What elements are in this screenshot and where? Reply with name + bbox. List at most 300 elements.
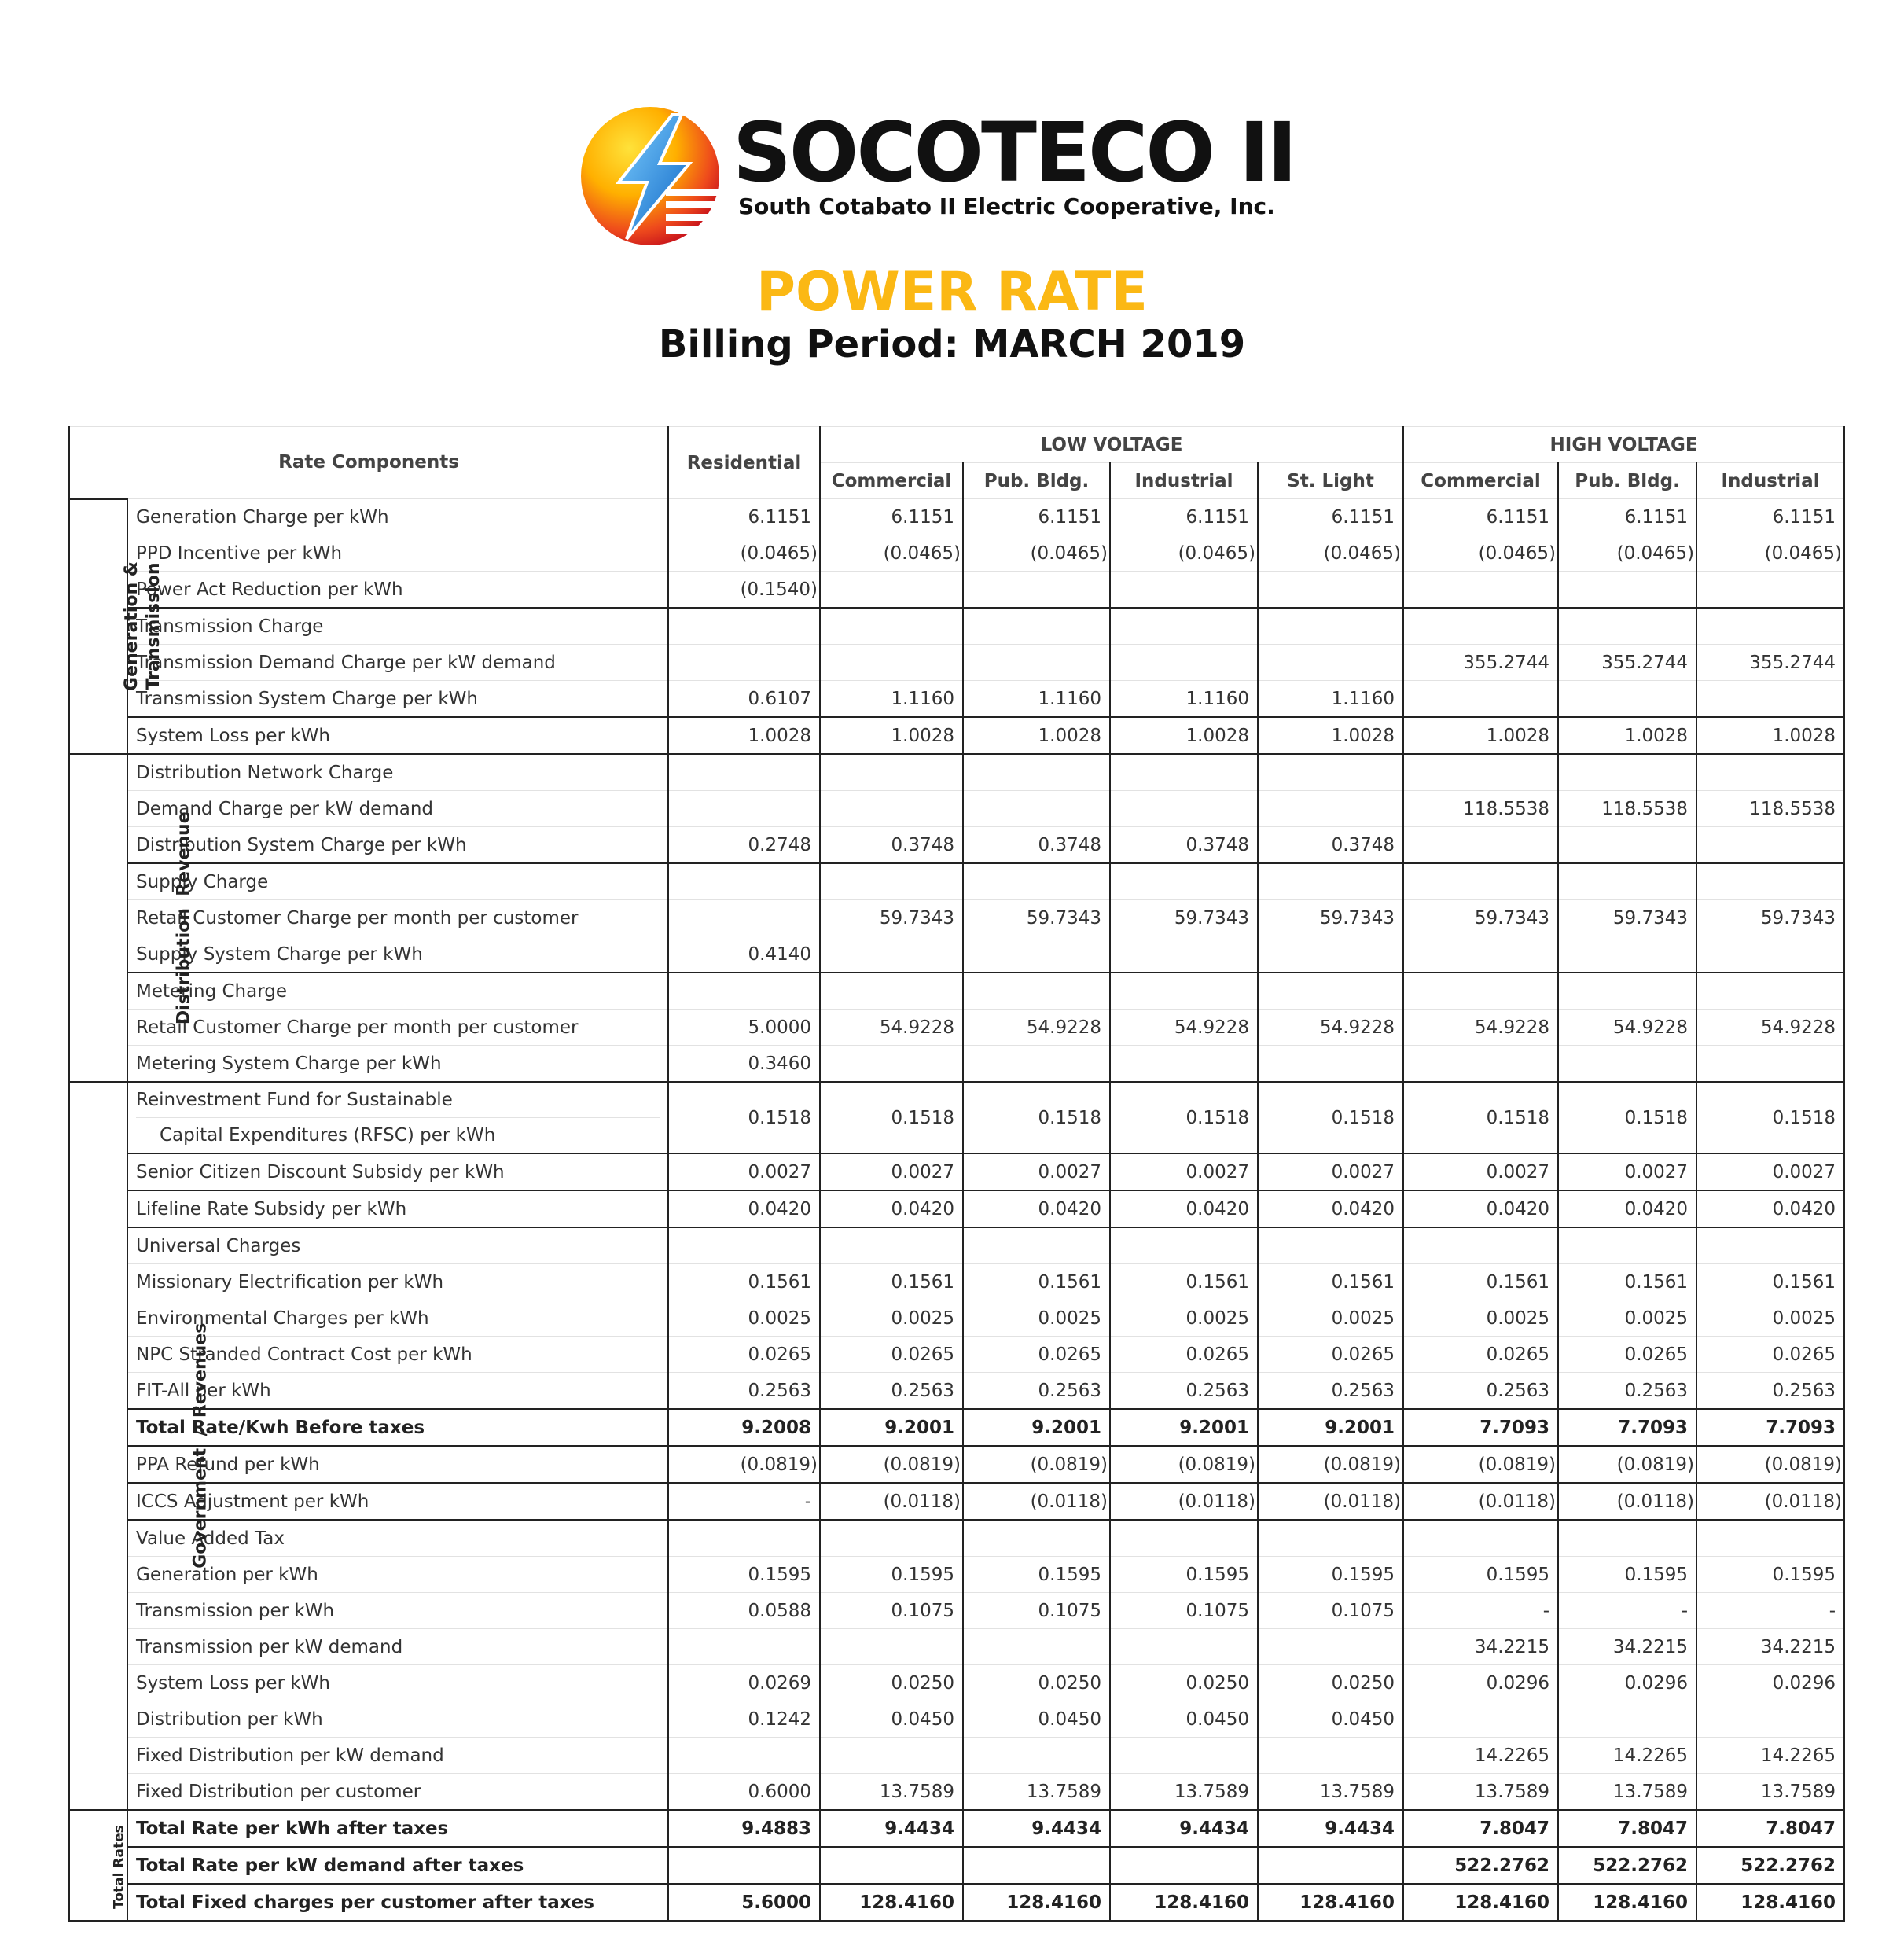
- rate-cell: 9.4883: [668, 1810, 820, 1847]
- rate-cell: [1558, 936, 1696, 973]
- rate-cell: [820, 608, 963, 645]
- table-row: [69, 1593, 1844, 1629]
- rate-cell: [1258, 973, 1403, 1010]
- rate-cell: 9.2001: [820, 1409, 963, 1446]
- rate-cell: [1258, 936, 1403, 973]
- brand-name: SOCOTECO II: [733, 105, 1296, 200]
- row-label: Metering System Charge per kWh: [127, 1046, 668, 1083]
- rate-cell: 0.1595: [1258, 1557, 1403, 1593]
- rate-cell: -: [1696, 1593, 1844, 1629]
- rate-cell: [820, 1520, 963, 1557]
- row-label: Distribution Network Charge: [127, 754, 668, 791]
- table-row: [69, 608, 1844, 645]
- rate-cell: [963, 1738, 1110, 1774]
- rate-cell: 54.9228: [1110, 1010, 1258, 1046]
- rate-cell: [963, 973, 1110, 1010]
- row-label: System Loss per kWh: [127, 717, 668, 754]
- rate-cell: [1110, 863, 1258, 900]
- rate-cell: [668, 608, 820, 645]
- row-label: Missionary Electrification per kWh: [127, 1264, 668, 1300]
- rate-cell: 0.4140: [668, 936, 820, 973]
- row-label: Supply System Charge per kWh: [127, 936, 668, 973]
- rate-cell: 6.1151: [1258, 499, 1403, 535]
- rate-cell: [668, 754, 820, 791]
- rate-cell: 7.7093: [1558, 1409, 1696, 1446]
- rate-cell: [1110, 608, 1258, 645]
- table-row: [69, 900, 1844, 936]
- table-row: [69, 1190, 1844, 1227]
- rate-cell: 0.2563: [1696, 1373, 1844, 1410]
- rate-cell: [1696, 681, 1844, 718]
- rate-cell: 0.3748: [1258, 827, 1403, 864]
- rate-cell: 0.1518: [668, 1082, 820, 1153]
- rate-cell: 13.7589: [1258, 1774, 1403, 1811]
- row-label: Supply Charge: [127, 863, 668, 900]
- rate-cell: 34.2215: [1403, 1629, 1558, 1665]
- rate-cell: 59.7343: [1258, 900, 1403, 936]
- table-row: [69, 1629, 1844, 1665]
- rate-cell: (0.0819): [1696, 1446, 1844, 1483]
- rate-cell: 0.6000: [668, 1774, 820, 1811]
- rate-cell: 0.1075: [1110, 1593, 1258, 1629]
- rate-cell: 0.0025: [963, 1300, 1110, 1337]
- row-label: System Loss per kWh: [127, 1665, 668, 1701]
- rate-cell: [1110, 572, 1258, 609]
- rate-cell: 54.9228: [1558, 1010, 1696, 1046]
- rate-cell: [668, 645, 820, 681]
- rate-cell: 13.7589: [1696, 1774, 1844, 1811]
- rate-cell: 59.7343: [963, 900, 1110, 936]
- rate-cell: [963, 791, 1110, 827]
- rate-cell: 9.4434: [1110, 1810, 1258, 1847]
- billing-period: Billing Period: MARCH 2019: [658, 322, 1246, 366]
- rate-cell: [963, 1046, 1110, 1083]
- row-label: Transmission Charge: [127, 608, 668, 645]
- rate-cell: 59.7343: [1696, 900, 1844, 936]
- rate-cell: [1558, 827, 1696, 864]
- rate-components-header: Rate Components: [69, 427, 668, 499]
- table-row: [69, 1738, 1844, 1774]
- rate-cell: 0.0025: [1110, 1300, 1258, 1337]
- rate-cell: 59.7343: [1110, 900, 1258, 936]
- row-label: ICCS Adjustment per kWh: [127, 1483, 668, 1520]
- rate-cell: 0.2748: [668, 827, 820, 864]
- rate-cell: 13.7589: [963, 1774, 1110, 1811]
- rate-cell: [820, 1847, 963, 1884]
- rate-cell: 0.1595: [1110, 1557, 1258, 1593]
- rate-cell: -: [668, 1483, 820, 1520]
- row-label: Retail Customer Charge per month per customer: [127, 900, 668, 936]
- rate-cell: (0.1540): [668, 572, 820, 609]
- rate-cell: 0.0027: [1403, 1153, 1558, 1190]
- rate-cell: 355.2744: [1558, 645, 1696, 681]
- row-label: PPD Incentive per kWh: [127, 535, 668, 572]
- rate-cell: (0.0118): [1258, 1483, 1403, 1520]
- rate-cell: 0.2563: [963, 1373, 1110, 1410]
- row-label: NPC Stranded Contract Cost per kWh: [127, 1337, 668, 1373]
- rate-cell: -: [1403, 1593, 1558, 1629]
- rate-cell: 0.0420: [1558, 1190, 1696, 1227]
- rate-cell: 9.2008: [668, 1409, 820, 1446]
- rate-cell: [1696, 1520, 1844, 1557]
- rate-cell: 0.0025: [1558, 1300, 1696, 1337]
- rate-cell: 0.0450: [1258, 1701, 1403, 1738]
- rate-cell: 118.5538: [1696, 791, 1844, 827]
- rate-cell: 14.2265: [1403, 1738, 1558, 1774]
- rate-cell: [1696, 973, 1844, 1010]
- rate-cell: 6.1151: [1110, 499, 1258, 535]
- rate-cell: 0.0027: [963, 1153, 1110, 1190]
- rate-cell: 0.0027: [1696, 1153, 1844, 1190]
- rate-cell: (0.0118): [1696, 1483, 1844, 1520]
- rate-cell: 6.1151: [668, 499, 820, 535]
- row-label: Lifeline Rate Subsidy per kWh: [127, 1190, 668, 1227]
- rate-cell: 1.0028: [668, 717, 820, 754]
- rate-cell: [963, 1847, 1110, 1884]
- rate-cell: 0.1561: [820, 1264, 963, 1300]
- rate-cell: 0.0265: [1696, 1337, 1844, 1373]
- rate-cell: 0.0265: [668, 1337, 820, 1373]
- rate-cell: 0.1561: [668, 1264, 820, 1300]
- row-label: PPA Refund per kWh: [127, 1446, 668, 1483]
- row-label: Senior Citizen Discount Subsidy per kWh: [127, 1153, 668, 1190]
- rate-cell: (0.0465): [1403, 535, 1558, 572]
- rate-cell: [1258, 863, 1403, 900]
- rate-cell: [820, 791, 963, 827]
- rate-cell: 1.1160: [1110, 681, 1258, 718]
- rate-cell: 0.0420: [820, 1190, 963, 1227]
- rate-cell: 7.8047: [1403, 1810, 1558, 1847]
- rate-cell: [820, 936, 963, 973]
- rate-cell: 6.1151: [1558, 499, 1696, 535]
- table-row: [69, 863, 1844, 900]
- rate-cell: 0.0250: [820, 1665, 963, 1701]
- rate-cell: 13.7589: [1558, 1774, 1696, 1811]
- rate-cell: 6.1151: [820, 499, 963, 535]
- row-group-label: [69, 754, 194, 1082]
- rate-cell: [1403, 827, 1558, 864]
- table-row: [69, 1774, 1844, 1811]
- rate-cell: 9.2001: [963, 1409, 1110, 1446]
- sub-header: Pub. Bldg.: [963, 463, 1110, 499]
- rate-cell: 0.1595: [1696, 1557, 1844, 1593]
- high-voltage-header: HIGH VOLTAGE: [1403, 427, 1844, 463]
- rate-cell: 54.9228: [963, 1010, 1110, 1046]
- rate-cell: (0.0118): [963, 1483, 1110, 1520]
- rate-cell: [1696, 827, 1844, 864]
- rate-cell: 6.1151: [1696, 499, 1844, 535]
- rate-cell: 0.0027: [820, 1153, 963, 1190]
- rate-cell: 0.2563: [1403, 1373, 1558, 1410]
- rate-cell: 0.1595: [1403, 1557, 1558, 1593]
- rate-cell: [1110, 1629, 1258, 1665]
- rate-cell: 0.1242: [668, 1701, 820, 1738]
- rate-cell: 0.1518: [1258, 1082, 1403, 1153]
- rate-cell: (0.0819): [820, 1446, 963, 1483]
- rate-cell: [1403, 608, 1558, 645]
- rate-cell: (0.0465): [1696, 535, 1844, 572]
- rate-cell: (0.0465): [668, 535, 820, 572]
- row-label-line: Capital Expenditures (RFSC) per kWh: [136, 1117, 660, 1153]
- rate-cell: 1.0028: [1696, 717, 1844, 754]
- rate-cell: (0.0465): [1558, 535, 1696, 572]
- rate-cell: [1258, 1520, 1403, 1557]
- rate-cell: (0.0465): [820, 535, 963, 572]
- rate-cell: 1.1160: [1258, 681, 1403, 718]
- rate-cell: [820, 645, 963, 681]
- row-group-label: [69, 1810, 127, 1921]
- rate-cell: 6.1151: [963, 499, 1110, 535]
- row-label: Fixed Distribution per customer: [127, 1774, 668, 1811]
- rate-cell: (0.0819): [1403, 1446, 1558, 1483]
- rate-cell: 0.0269: [668, 1665, 820, 1701]
- row-group-label: [69, 499, 164, 755]
- rate-cell: 0.0025: [1403, 1300, 1558, 1337]
- rate-cell: 54.9228: [820, 1010, 963, 1046]
- rate-cell: 1.0028: [1110, 717, 1258, 754]
- rate-cell: [820, 1738, 963, 1774]
- rate-cell: 0.0265: [1403, 1337, 1558, 1373]
- table-row: [69, 535, 1844, 572]
- table-row: [69, 1665, 1844, 1701]
- rate-cell: [1258, 754, 1403, 791]
- rate-cell: 13.7589: [1403, 1774, 1558, 1811]
- rate-cell: 0.1518: [1110, 1082, 1258, 1153]
- rate-cell: 1.0028: [1403, 717, 1558, 754]
- table-row: [69, 1409, 1844, 1446]
- table-row: [69, 936, 1844, 973]
- rate-cell: [1110, 1520, 1258, 1557]
- row-label: Transmission System Charge per kWh: [127, 681, 668, 718]
- row-label: Demand Charge per kW demand: [127, 791, 668, 827]
- page-title: POWER RATE: [756, 261, 1148, 323]
- table-row: [69, 1557, 1844, 1593]
- rate-cell: [1258, 791, 1403, 827]
- row-label: [127, 1082, 668, 1153]
- rate-cell: [1696, 1227, 1844, 1264]
- rate-cell: (0.0819): [668, 1446, 820, 1483]
- rate-cell: 0.1561: [1403, 1264, 1558, 1300]
- rate-cell: [963, 1629, 1110, 1665]
- rate-cell: 0.0265: [820, 1337, 963, 1373]
- row-label-line: Reinvestment Fund for Sustainable: [136, 1090, 453, 1110]
- sub-header: Pub. Bldg.: [1558, 463, 1696, 499]
- rate-cell: 0.0025: [668, 1300, 820, 1337]
- rate-cell: 0.0296: [1696, 1665, 1844, 1701]
- rate-cell: 1.0028: [1258, 717, 1403, 754]
- rate-cell: 1.0028: [1558, 717, 1696, 754]
- row-label: Universal Charges: [127, 1227, 668, 1264]
- rate-cell: [1403, 1520, 1558, 1557]
- rate-cell: 128.4160: [1696, 1884, 1844, 1921]
- rate-cell: 128.4160: [1558, 1884, 1696, 1921]
- row-group-text: Distribution Revenue: [174, 811, 194, 1024]
- row-label: Distribution System Charge per kWh: [127, 827, 668, 864]
- rate-cell: 0.0250: [1110, 1665, 1258, 1701]
- rate-cell: [1110, 754, 1258, 791]
- rate-cell: 0.0420: [1110, 1190, 1258, 1227]
- table-row: [69, 572, 1844, 609]
- row-label: Generation per kWh: [127, 1557, 668, 1593]
- rate-cell: [1696, 572, 1844, 609]
- rate-cell: 0.2563: [1110, 1373, 1258, 1410]
- brand-subtitle: South Cotabato II Electric Cooperative, Inc.: [738, 193, 1275, 219]
- rate-cell: [1403, 863, 1558, 900]
- rate-cell: 1.0028: [820, 717, 963, 754]
- rate-cell: 128.4160: [1403, 1884, 1558, 1921]
- rate-cell: [963, 754, 1110, 791]
- rate-cell: (0.0819): [1258, 1446, 1403, 1483]
- row-label: Transmission Demand Charge per kW demand: [127, 645, 668, 681]
- rate-cell: 0.0420: [963, 1190, 1110, 1227]
- rate-cell: -: [1558, 1593, 1696, 1629]
- rate-cell: 0.0025: [1258, 1300, 1403, 1337]
- rate-cell: 0.2563: [668, 1373, 820, 1410]
- rate-cell: [1258, 608, 1403, 645]
- rate-cell: [963, 572, 1110, 609]
- rate-cell: 0.0420: [1403, 1190, 1558, 1227]
- table-row: [69, 1227, 1844, 1264]
- rate-cell: [1558, 1227, 1696, 1264]
- rate-cell: 9.4434: [1258, 1810, 1403, 1847]
- rate-cell: [1403, 681, 1558, 718]
- rate-cell: 0.0265: [1258, 1337, 1403, 1373]
- rate-cell: [963, 645, 1110, 681]
- rate-cell: [1403, 572, 1558, 609]
- table-row: [69, 1810, 1844, 1847]
- rate-cell: 54.9228: [1403, 1010, 1558, 1046]
- rate-cell: 0.0025: [820, 1300, 963, 1337]
- rate-cell: 7.7093: [1403, 1409, 1558, 1446]
- rate-cell: 9.4434: [820, 1810, 963, 1847]
- row-label: Total Fixed charges per customer after taxes: [127, 1884, 668, 1921]
- residential-header: Residential: [668, 427, 820, 499]
- rate-cell: 0.0250: [963, 1665, 1110, 1701]
- table-row: [69, 827, 1844, 864]
- rate-cell: (0.0118): [1403, 1483, 1558, 1520]
- table-row: [69, 1847, 1844, 1884]
- rate-cell: [668, 1738, 820, 1774]
- rate-cell: [668, 863, 820, 900]
- rate-cell: 0.3748: [820, 827, 963, 864]
- rate-cell: 0.0250: [1258, 1665, 1403, 1701]
- table-row: [69, 1337, 1844, 1373]
- rate-cell: 0.0027: [1558, 1153, 1696, 1190]
- sub-header: Industrial: [1696, 463, 1844, 499]
- table-row: [69, 1884, 1844, 1921]
- sub-header: Industrial: [1110, 463, 1258, 499]
- table-row: [69, 754, 1844, 791]
- rate-cell: 0.1561: [963, 1264, 1110, 1300]
- rate-cell: 0.0027: [1110, 1153, 1258, 1190]
- rate-cell: 0.1075: [820, 1593, 963, 1629]
- logo: [578, 101, 1301, 250]
- rate-cell: 118.5538: [1403, 791, 1558, 827]
- table-row: [69, 1046, 1844, 1083]
- rate-cell: [963, 608, 1110, 645]
- row-label: Total Rate/Kwh Before taxes: [127, 1409, 668, 1446]
- rate-cell: [1558, 681, 1696, 718]
- row-group-text: Generation & Transmission: [121, 561, 164, 692]
- row-label: FIT-All per kWh: [127, 1373, 668, 1410]
- rate-cell: 0.0027: [1258, 1153, 1403, 1190]
- rate-cell: 0.2563: [820, 1373, 963, 1410]
- rate-cell: 0.0420: [1258, 1190, 1403, 1227]
- rate-cell: 0.0420: [1696, 1190, 1844, 1227]
- rate-cell: 522.2762: [1696, 1847, 1844, 1884]
- table-row: [69, 1300, 1844, 1337]
- rate-cell: 0.0296: [1403, 1665, 1558, 1701]
- rate-cell: [820, 1227, 963, 1264]
- rate-cell: [668, 1227, 820, 1264]
- rate-cell: 0.1075: [1258, 1593, 1403, 1629]
- rate-cell: [1558, 863, 1696, 900]
- rate-cell: [668, 791, 820, 827]
- rate-cell: [1110, 936, 1258, 973]
- rate-cell: 34.2215: [1696, 1629, 1844, 1665]
- rate-cell: [1696, 1046, 1844, 1083]
- row-label: Retail Customer Charge per month per customer: [127, 1010, 668, 1046]
- rate-cell: 59.7343: [1558, 900, 1696, 936]
- row-group-text: Total Rates: [111, 1825, 127, 1910]
- rate-cell: [668, 973, 820, 1010]
- rate-cell: [1110, 1227, 1258, 1264]
- rate-cell: 0.1518: [1696, 1082, 1844, 1153]
- rate-cell: [1258, 1738, 1403, 1774]
- table-row: [69, 973, 1844, 1010]
- rate-cell: [1558, 1520, 1696, 1557]
- table-row: [69, 1373, 1844, 1410]
- rate-cell: (0.0118): [1558, 1483, 1696, 1520]
- rate-cell: [1403, 1227, 1558, 1264]
- rate-cell: [1258, 1046, 1403, 1083]
- rate-cell: 0.1595: [668, 1557, 820, 1593]
- rate-cell: 0.1561: [1110, 1264, 1258, 1300]
- rate-cell: 13.7589: [820, 1774, 963, 1811]
- rate-cell: [1403, 1701, 1558, 1738]
- rate-cell: [1110, 645, 1258, 681]
- rate-cell: 355.2744: [1403, 645, 1558, 681]
- table-row: [69, 1264, 1844, 1300]
- rate-cell: [1696, 1701, 1844, 1738]
- table-row: [69, 645, 1844, 681]
- rate-cell: [1258, 572, 1403, 609]
- rate-cell: [1110, 1738, 1258, 1774]
- table-row: [69, 681, 1844, 718]
- rate-cell: 128.4160: [1110, 1884, 1258, 1921]
- rate-cell: 0.1518: [1403, 1082, 1558, 1153]
- sub-header: Commercial: [820, 463, 963, 499]
- table-row: [69, 1701, 1844, 1738]
- rate-cell: 522.2762: [1403, 1847, 1558, 1884]
- rate-cell: [820, 863, 963, 900]
- rate-cell: 0.1561: [1258, 1264, 1403, 1300]
- rate-cell: (0.0118): [820, 1483, 963, 1520]
- rate-cell: 1.1160: [963, 681, 1110, 718]
- rate-cell: [963, 1520, 1110, 1557]
- rate-cell: (0.0465): [1258, 535, 1403, 572]
- rate-cell: 0.0265: [1110, 1337, 1258, 1373]
- rate-cell: 0.6107: [668, 681, 820, 718]
- rate-cell: 522.2762: [1558, 1847, 1696, 1884]
- row-label: Generation Charge per kWh: [127, 499, 668, 535]
- rate-cell: 34.2215: [1558, 1629, 1696, 1665]
- rate-cell: [1558, 572, 1696, 609]
- sub-header: St. Light: [1258, 463, 1403, 499]
- rate-cell: 118.5538: [1558, 791, 1696, 827]
- rate-cell: [820, 1629, 963, 1665]
- rate-cell: [1258, 645, 1403, 681]
